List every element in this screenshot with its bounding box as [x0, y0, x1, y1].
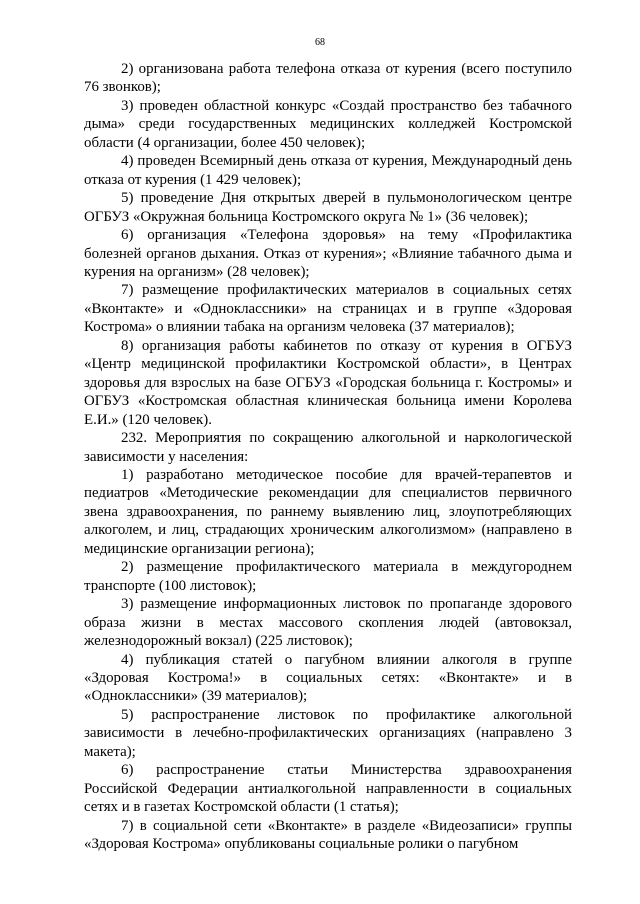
section-heading-232: 232. Мероприятия по сокращению алкогольной и наркологической зависимости у населения:	[84, 430, 572, 465]
page-number: 68	[315, 37, 325, 48]
paragraph-item-5-distribution: 5) распространение листовок по профилактике алкогольной зависимости в лечебно-профилактических организациях (направлено 3 макета);	[84, 706, 572, 760]
paragraph-item-7-social-media: 7) размещение профилактических материалов в социальных сетях «Вконтакте» и «Одноклассники» на страницах и в группе «Здоровая Кострома» о влиянии табака на организм человека (37 материалов);	[84, 282, 572, 336]
paragraph-item-2-transport: 2) размещение профилактического материала в междугороднем транспорте (100 листовок);	[84, 559, 572, 594]
paragraph-item-6-ministry-article: 6) распространение статьи Министерства здравоохранения Российской Федерации антиалкогольной направленности в социальных сетях и в газетах Костромской области (1 статья);	[84, 762, 572, 816]
paragraph-item-3-contest: 3) проведен областной конкурс «Создай пространство без табачного дыма» среди государственных медицинских колледжей Костромской области (4 организации, более 450 человек);	[84, 97, 572, 151]
paragraph-item-4-articles: 4) публикация статей о пагубном влиянии алкоголя в группе «Здоровая Кострома!» в социальных сетях: «Вконтакте» и в «Одноклассники» (39 материалов);	[84, 651, 572, 705]
document-body	[84, 60, 572, 853]
paragraph-item-8-cessation-offices: 8) организация работы кабинетов по отказу от курения в ОГБУЗ «Центр медицинской профилактики Костромской области», в Центрах здоровья для взрослых на базе ОГБУЗ «Городская больница г. Костромы» и ОГБУЗ «Костромская областная клиническая больница имени Королева Е.И.» (120 человек).	[84, 337, 572, 428]
paragraph-item-7-videos: 7) в социальной сети «Вконтакте» в разделе «Видеозаписи» группы «Здоровая Кострома» опубликованы социальные ролики о пагубном	[84, 817, 572, 853]
paragraph-item-1-manual: 1) разработано методическое пособие для врачей-терапевтов и педиатров «Методические рекомендации для специалистов первичного звена здравоохранения, по раннему выявлению лиц, злоупотребляющих алкоголем, и лиц, страдающих хроническим алкоголизмом» (направлено в медицинские организации региона);	[84, 466, 572, 557]
paragraph-item-3-leaflets: 3) размещение информационных листовок по пропаганде здорового образа жизни в местах массового скопления людей (автовокзал, железнодорожный вокзал) (225 листовок);	[84, 596, 572, 650]
paragraph-item-6-health-phone: 6) организация «Телефона здоровья» на тему «Профилактика болезней органов дыхания. Отказ от курения»; «Влияние табачного дыма и курения на организм» (28 человек);	[84, 227, 572, 280]
paragraph-item-5-open-doors: 5) проведение Дня открытых дверей в пульмонологическом центре ОГБУЗ «Окружная больница Костромского округа № 1» (36 человек);	[84, 190, 572, 225]
paragraph-item-4-no-smoking-day: 4) проведен Всемирный день отказа от курения, Международный день отказа от курения (1 429 человек);	[84, 153, 572, 188]
paragraph-item-2-quitline: 2) организована работа телефона отказа от курения (всего поступило 76 звонков);	[84, 61, 572, 96]
